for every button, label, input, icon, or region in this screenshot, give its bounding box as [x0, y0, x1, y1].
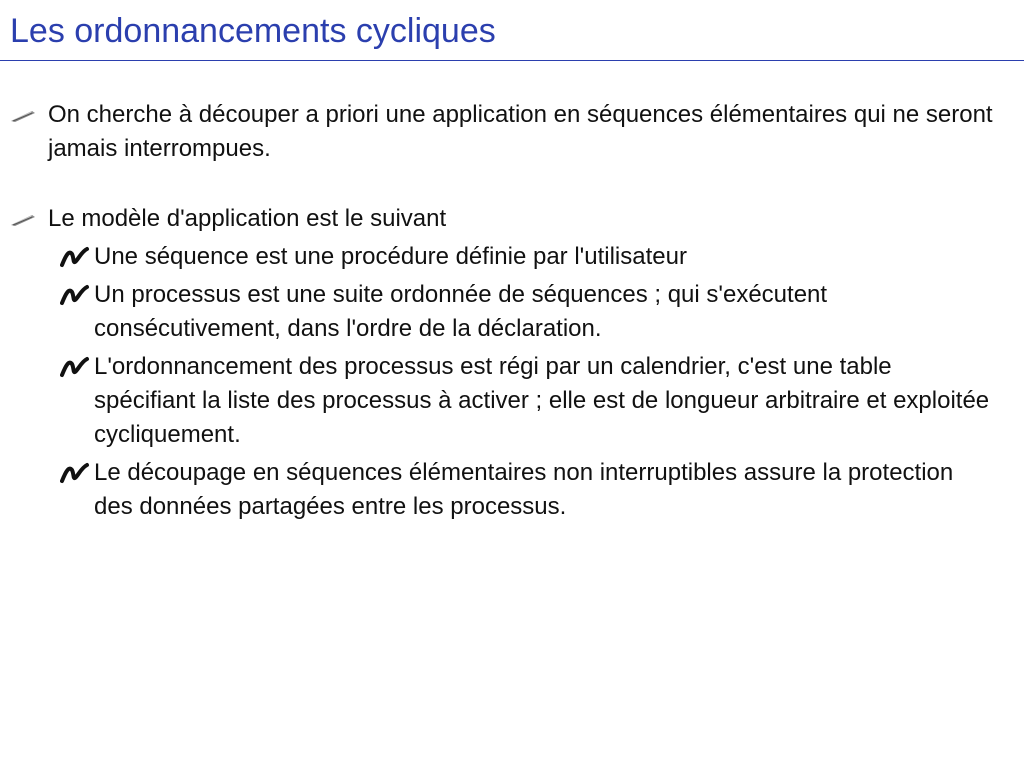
sub-bullet-item: [0, 350, 1024, 452]
feather-pen-bullet-icon: [10, 109, 36, 123]
scribble-bullet-icon: [60, 246, 90, 268]
slide-body: [0, 98, 1024, 528]
feather-pen-bullet-icon: [10, 213, 36, 227]
scribble-bullet-icon: [60, 284, 90, 306]
bullet-item: [0, 98, 1024, 166]
sub-bullet-item: [0, 456, 1024, 524]
bullet-text: Le modèle d'application est le suivant: [48, 205, 447, 232]
scribble-bullet-icon: [60, 462, 90, 484]
bullet-text: On cherche à découper a priori une application en séquences élémentaires qui ne seront jamais interrompues.: [48, 101, 993, 162]
sub-bullet-item: [0, 278, 1024, 346]
scribble-bullet-icon: [60, 356, 90, 378]
title-underline: [0, 60, 1024, 61]
sub-bullet-item: [0, 240, 1024, 274]
sub-bullet-text: L'ordonnancement des processus est régi par un calendrier, c'est une table spécifiant la liste des processus à activer ; elle est de longueur arbitraire et exploitée cycliquement.: [94, 353, 990, 448]
sub-bullet-text: Un processus est une suite ordonnée de séquences ; qui s'exécutent consécutivement, dans l'ordre de la déclaration.: [94, 281, 828, 342]
sub-bullet-text: Une séquence est une procédure définie par l'utilisateur: [94, 243, 687, 270]
bullet-item: [0, 202, 1024, 236]
sub-bullet-text: Le découpage en séquences élémentaires non interruptibles assure la protection des données partagées entre les processus.: [94, 459, 954, 520]
slide-title: Les ordonnancements cycliques: [10, 12, 496, 50]
